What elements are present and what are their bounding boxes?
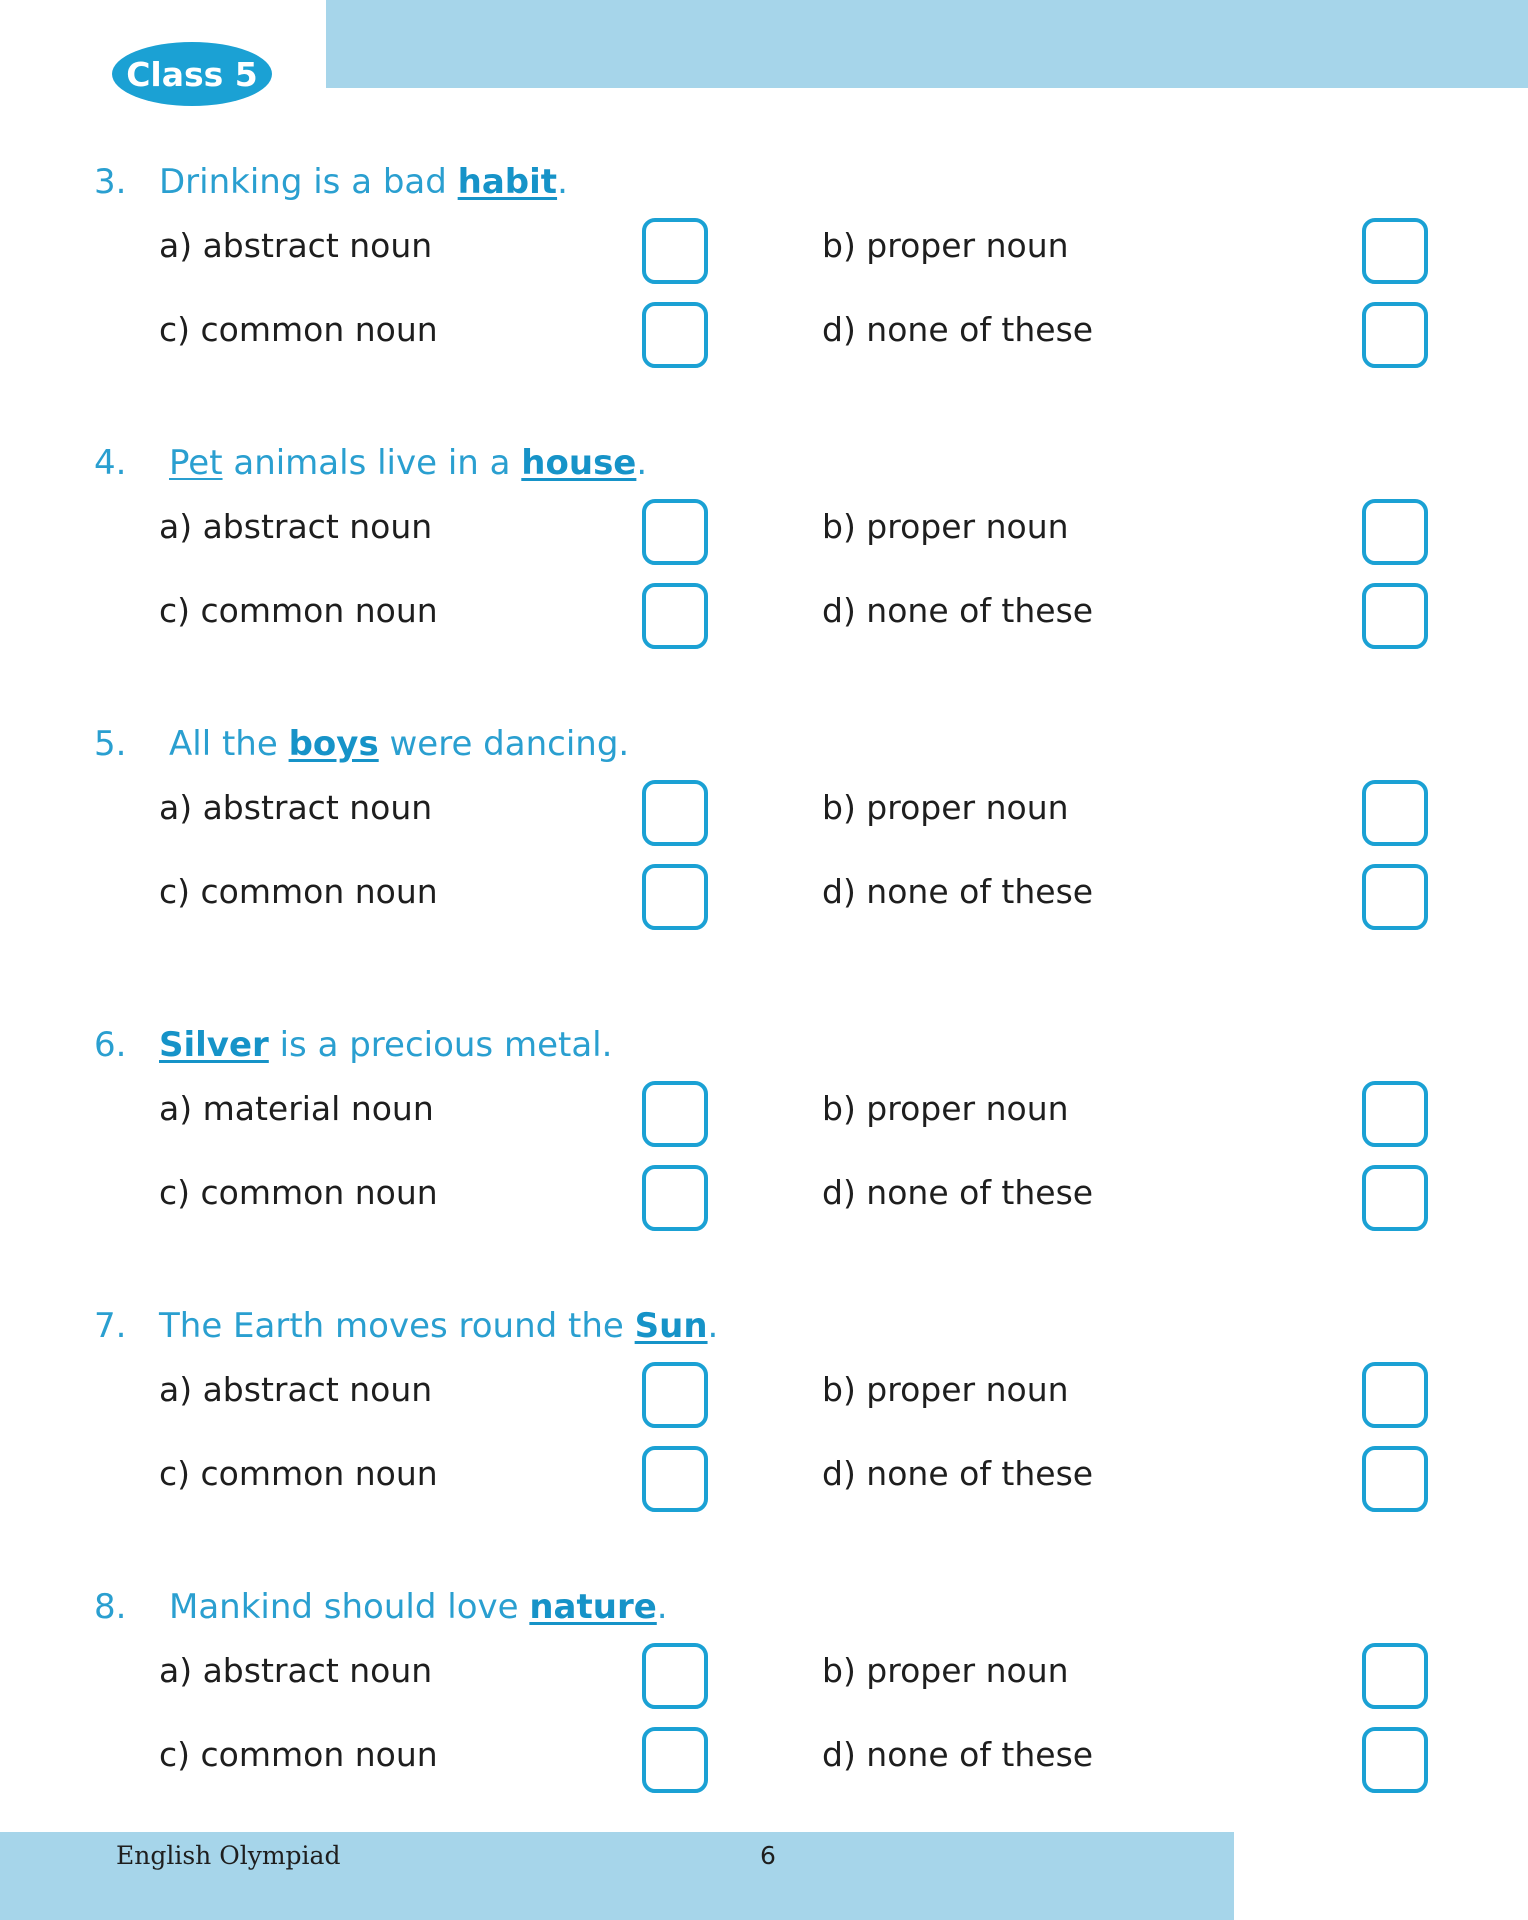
option-c: c) common noun: [159, 591, 438, 630]
answer-checkbox-b[interactable]: [1362, 218, 1428, 284]
answer-checkbox-d[interactable]: [1362, 1446, 1428, 1512]
question-text-part: is a precious metal.: [268, 1025, 613, 1065]
question-7: [0, 1304, 1528, 1544]
question-text-part: .: [707, 1306, 719, 1346]
answer-checkbox-a[interactable]: [642, 1081, 708, 1147]
option-b: b) proper noun: [822, 1089, 1069, 1128]
question-number: 4.: [94, 443, 127, 483]
answer-checkbox-b[interactable]: [1362, 780, 1428, 846]
option-b: b) proper noun: [822, 788, 1069, 827]
option-c: c) common noun: [159, 872, 438, 911]
question-text-part: The Earth moves round the: [159, 1306, 635, 1346]
question-keyword: boys: [288, 724, 379, 764]
option-c: c) common noun: [159, 310, 438, 349]
option-c: c) common noun: [159, 1173, 438, 1212]
question-keyword: Sun: [634, 1306, 708, 1346]
answer-checkbox-a[interactable]: [642, 1643, 708, 1709]
answer-checkbox-c[interactable]: [642, 1446, 708, 1512]
question-text-part: .: [656, 1587, 668, 1627]
option-d: d) none of these: [822, 1454, 1094, 1493]
option-c: c) common noun: [159, 1735, 438, 1774]
answer-checkbox-b[interactable]: [1362, 1081, 1428, 1147]
option-d: d) none of these: [822, 591, 1094, 630]
option-b: b) proper noun: [822, 1651, 1069, 1690]
option-b: b) proper noun: [822, 1370, 1069, 1409]
answer-checkbox-c[interactable]: [642, 1727, 708, 1793]
answer-checkbox-a[interactable]: [642, 1362, 708, 1428]
answer-checkbox-a[interactable]: [642, 218, 708, 284]
option-d: d) none of these: [822, 1173, 1094, 1212]
question-text: [169, 441, 647, 485]
question-keyword: house: [521, 443, 637, 483]
question-keyword: nature: [529, 1587, 657, 1627]
question-keyword: habit: [457, 162, 558, 202]
question-text-part: All the: [169, 724, 289, 764]
option-a: a) abstract noun: [159, 507, 433, 546]
question-text-part: Drinking is a bad: [159, 162, 458, 202]
question-text-part: Mankind should love: [169, 1587, 530, 1627]
option-a: a) abstract noun: [159, 1651, 433, 1690]
question-number: 7.: [94, 1306, 127, 1346]
question-text: [169, 1585, 668, 1629]
question-5: [0, 722, 1528, 962]
answer-checkbox-b[interactable]: [1362, 499, 1428, 565]
question-underlined-word: Pet: [169, 443, 223, 483]
class-badge: [112, 42, 272, 106]
answer-checkbox-d[interactable]: [1362, 583, 1428, 649]
question-3: [0, 160, 1528, 400]
question-text-part: were dancing.: [378, 724, 630, 764]
option-d: d) none of these: [822, 310, 1094, 349]
question-text: [169, 722, 629, 766]
option-a: a) abstract noun: [159, 788, 433, 827]
option-c: c) common noun: [159, 1454, 438, 1493]
footer-title: English Olympiad: [116, 1841, 341, 1870]
option-a: a) abstract noun: [159, 1370, 433, 1409]
question-8: [0, 1585, 1528, 1825]
option-d: d) none of these: [822, 1735, 1094, 1774]
answer-checkbox-c[interactable]: [642, 302, 708, 368]
question-number: 5.: [94, 724, 127, 764]
answer-checkbox-b[interactable]: [1362, 1643, 1428, 1709]
question-4: [0, 441, 1528, 681]
option-a: a) material noun: [159, 1089, 434, 1128]
answer-checkbox-d[interactable]: [1362, 1727, 1428, 1793]
question-text-part: .: [636, 443, 648, 483]
question-text-part: .: [557, 162, 568, 202]
answer-checkbox-a[interactable]: [642, 499, 708, 565]
page-number: 6: [760, 1841, 776, 1870]
class-label: Class 5: [126, 54, 258, 94]
question-text: [159, 1023, 612, 1067]
option-a: a) abstract noun: [159, 226, 433, 265]
answer-checkbox-a[interactable]: [642, 780, 708, 846]
question-number: 6.: [94, 1025, 127, 1065]
header-band: [326, 0, 1528, 88]
question-6: [0, 1023, 1528, 1263]
option-b: b) proper noun: [822, 507, 1069, 546]
question-number: 3.: [94, 162, 127, 202]
question-text: [159, 1304, 718, 1348]
answer-checkbox-d[interactable]: [1362, 1165, 1428, 1231]
answer-checkbox-c[interactable]: [642, 864, 708, 930]
answer-checkbox-b[interactable]: [1362, 1362, 1428, 1428]
option-d: d) none of these: [822, 872, 1094, 911]
question-text: [159, 160, 568, 204]
option-b: b) proper noun: [822, 226, 1069, 265]
question-number: 8.: [94, 1587, 127, 1627]
question-keyword: Silver: [159, 1025, 269, 1065]
answer-checkbox-d[interactable]: [1362, 302, 1428, 368]
question-text-part: animals live in a: [222, 443, 522, 483]
answer-checkbox-c[interactable]: [642, 1165, 708, 1231]
answer-checkbox-c[interactable]: [642, 583, 708, 649]
answer-checkbox-d[interactable]: [1362, 864, 1428, 930]
